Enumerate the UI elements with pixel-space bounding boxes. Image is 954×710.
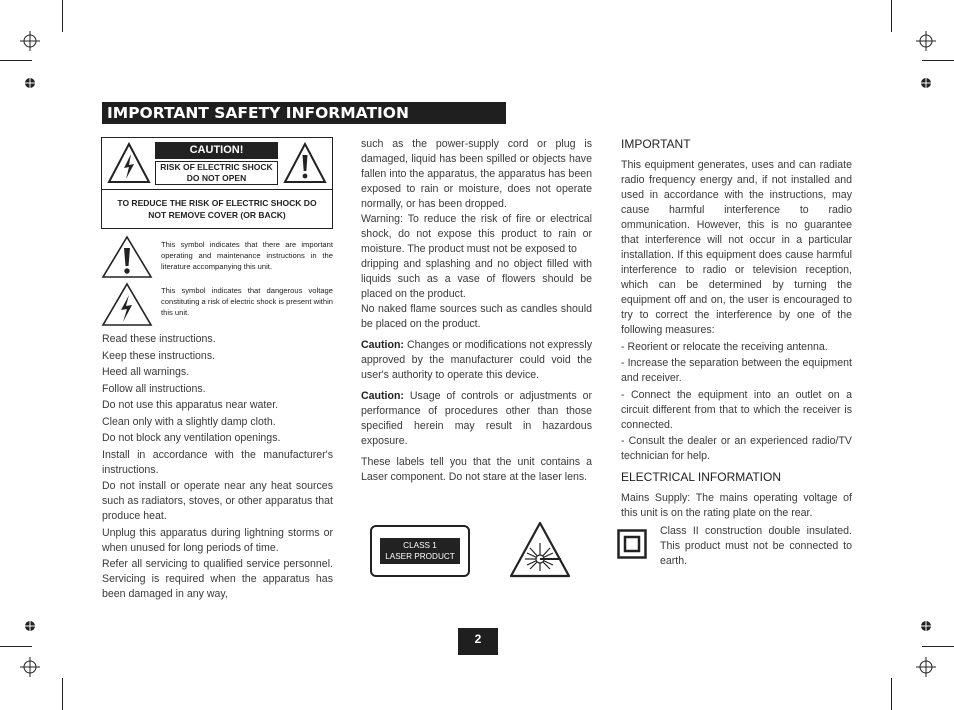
measure-item: - Connect the equipment into an outlet on a circuit different from that to which the receiver is connected.: [621, 388, 852, 431]
crop-mark: [0, 646, 32, 647]
class-ii-double-square-icon: [617, 529, 647, 559]
instruction-item: Do not use this apparatus near water.: [102, 399, 279, 411]
registration-mark-icon: [916, 31, 936, 51]
risk-line-1: RISK OF ELECTRIC SHOCK: [160, 162, 273, 172]
laser-label-line-2: LASER PRODUCT: [385, 552, 455, 561]
instruction-item: Unplug this apparatus during lightning storms or when unused for long periods of time.: [102, 526, 333, 554]
crop-mark: [0, 60, 32, 61]
important-paragraph: This equipment generates, uses and can radiate radio frequency energy and, if not installed and used in accordance with the instructions, may cause harmful interference to radio ommunication. However, this is no guarantee that interference will not occur in a particular installation. If this equipment does cause harmful interference to radio or television reception, which can be determined by turning the equipment off and on, the user is encouraged to try to correct the interference by one of the following measures:: [621, 159, 852, 336]
exclamation-triangle-icon: [283, 142, 327, 184]
electrical-heading: ELECTRICAL INFORMATION: [621, 470, 782, 484]
crop-mark: [62, 0, 63, 32]
continued-paragraph: such as the power-supply cord or plug is damaged, liquid has been spilled or objects have fallen into the apparatus, the apparatus has been exposed to rain or moisture, does not operate normally, or has been dropped.: [361, 138, 592, 210]
crop-mark: [891, 678, 892, 710]
class2-text-block: [660, 524, 852, 569]
lightning-bolt-icon: [101, 282, 153, 327]
instruction-item: Keep these instructions.: [102, 349, 216, 362]
measure-item: - Consult the dealer or an experienced radio/TV technician for help.: [621, 435, 852, 462]
risk-line-2: DO NOT OPEN: [186, 173, 247, 183]
registration-dot-icon: [920, 620, 932, 632]
reduce-risk-text: [102, 198, 332, 221]
caution-panel-top: [102, 138, 332, 190]
instruction-item: Do not block any ventilation openings.: [102, 432, 281, 444]
instruction-item: Follow all instructions.: [102, 382, 206, 395]
measure-item: - Reorient or relocate the receiving antenna.: [621, 340, 828, 353]
caution-label: CAUTION!: [155, 142, 278, 159]
crop-mark: [922, 60, 954, 61]
caution-paragraph-1: [361, 338, 592, 383]
caution-label: Caution:: [361, 390, 404, 402]
measure-item: - Increase the separation between the equipment and receiver.: [621, 357, 852, 384]
warning-paragraph: Warning: To reduce the risk of fire or electrical shock, do not expose this product to rain or moisture. The product must not be exposed to: [361, 213, 592, 255]
crop-mark: [891, 0, 892, 32]
registration-dot-icon: [920, 77, 932, 89]
mains-paragraph: Mains Supply: The mains operating voltage of this unit is on the rating plate on the rear.: [621, 492, 852, 519]
crop-mark: [922, 646, 954, 647]
caution-text: Usage of controls or adjustments or performance of procedures other than those specified herein may result in hazardous exposure.: [361, 390, 592, 447]
registration-mark-icon: [20, 657, 40, 677]
laser-label-line-1: CLASS 1: [403, 541, 437, 550]
exclamation-triangle-icon: [101, 235, 153, 279]
crop-mark: [62, 678, 63, 710]
right-column: [621, 137, 852, 521]
left-column: [102, 332, 333, 602]
registration-mark-icon: [20, 31, 40, 51]
class2-paragraph: Class II construction double insulated. This product must not be connected to earth.: [660, 525, 852, 567]
flame-paragraph: No naked flame sources such as candles should be placed on the product.: [361, 303, 592, 330]
instruction-item: Clean only with a slightly damp cloth.: [102, 415, 276, 428]
page-title: IMPORTANT SAFETY INFORMATION: [102, 102, 506, 124]
registration-dot-icon: [24, 77, 36, 89]
instruction-item: Refer all servicing to qualified service personnel. Servicing is required when the apparatus has been damaged in any way,: [102, 558, 333, 600]
middle-column: [361, 137, 592, 485]
risk-text: [155, 161, 278, 185]
laser-note-paragraph: These labels tell you that the unit contains a Laser component. Do not stare at the laser lens.: [361, 456, 592, 483]
lightning-symbol-text: This symbol indicates that dangerous voltage constituting a risk of electric shock is present within this unit.: [161, 286, 333, 317]
reduce-line-1: TO REDUCE THE RISK OF ELECTRIC SHOCK DO: [117, 198, 317, 208]
instruction-item: Do not install or operate near any heat sources such as radiators, stoves, or other apparatus that produce heat.: [102, 480, 333, 522]
laser-warning-icon: [509, 521, 571, 578]
page-number: 2: [458, 628, 498, 655]
laser-label-inner: [380, 538, 460, 564]
reduce-line-2: NOT REMOVE COVER (OR BACK): [148, 209, 286, 220]
registration-mark-icon: [916, 657, 936, 677]
caution-label: Caution:: [361, 339, 404, 351]
important-heading: IMPORTANT: [621, 137, 691, 151]
instruction-item: Heed all warnings.: [102, 366, 190, 378]
instruction-item: Install in accordance with the manufacturer's instructions.: [102, 448, 333, 476]
registration-dot-icon: [24, 620, 36, 632]
exclamation-symbol-text: This symbol indicates that there are important operating and maintenance instructions in the literature accompanying this unit.: [161, 240, 333, 271]
class1-laser-label: [370, 525, 470, 577]
instruction-item: Read these instructions.: [102, 333, 216, 345]
caution-panel: [101, 137, 333, 229]
lightning-bolt-icon: [107, 142, 151, 184]
caution-text: Changes or modifications not expressly approved by the manufacturer could void the user's authority to operate this device.: [361, 339, 592, 381]
dripping-paragraph: dripping and splashing and no object filled with liquids such as a vase of flowers should be placed on the product.: [361, 258, 592, 300]
caution-paragraph-2: [361, 389, 592, 449]
